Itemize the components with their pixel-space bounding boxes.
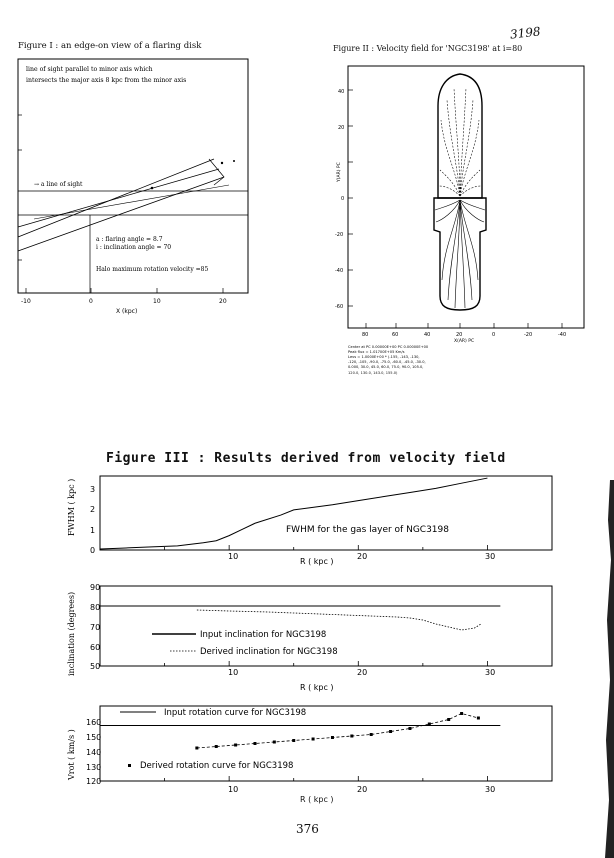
data-point [460, 712, 463, 715]
panel-c-legend-derived: Derived rotation curve for NGC3198 [140, 761, 294, 771]
fig3-panels [60, 470, 560, 800]
fig1-xlabel: X (kpc) [116, 308, 138, 315]
series-line [197, 714, 479, 749]
fig2-xtick: -20 [524, 332, 533, 338]
fig1-flaring-disk-diagram [14, 55, 254, 320]
panel-b-ytick: 70 [90, 623, 101, 632]
fig2-xtick: -40 [558, 332, 567, 338]
fig1-incl-label: i : inclination angle = 70 [96, 244, 172, 251]
data-point [215, 745, 218, 748]
panel-c-xlabel: R ( kpc ) [300, 795, 334, 804]
fig2-ytick: -40 [335, 268, 344, 274]
fig1-flare-label: a : flaring angle = 8.7 [96, 236, 163, 243]
panel-b-ytick: 60 [90, 643, 101, 652]
panel-c-xtick: 10 [228, 785, 239, 794]
fig1-vmax-label: Halo maximum rotation velocity =85 [96, 266, 209, 273]
fig2-xtick: 0 [492, 332, 496, 338]
data-point [195, 747, 198, 750]
panel-a-xlabel: R ( kpc ) [300, 557, 334, 566]
scan-edge-artifact [596, 480, 614, 858]
fig2-footnote-line: -120, -105, -90.0, -75.0, -60.0, -45.0, -30.0, [348, 360, 426, 364]
data-point [312, 738, 315, 741]
fig2-ytick: 40 [338, 89, 345, 95]
fig2-ytick: 0 [341, 196, 345, 202]
fig2-xtick: 20 [456, 332, 463, 338]
data-point [447, 718, 450, 721]
panel-c-ytick: 140 [86, 748, 102, 757]
data-point [350, 735, 353, 738]
panel-b-ylabel: inclination (degrees) [67, 591, 76, 676]
panel-b-ytick: 80 [90, 603, 101, 612]
fig2-footnote-line: Center at PC 0.00000E+00 PC 0.00000E+00 [348, 345, 429, 349]
data-point [331, 736, 334, 739]
panel-c-ylabel: Vrot ( km/s ) [67, 729, 76, 780]
panel-a-ytick: 0 [90, 546, 96, 555]
page-number: 376 [296, 822, 319, 836]
panel-c-ytick: 150 [86, 733, 102, 742]
series-line [197, 610, 481, 630]
panel-b-legend-input: Input inclination for NGC3198 [200, 630, 327, 640]
panel-a-xtick: 30 [485, 552, 496, 561]
fig1-xtick: 10 [153, 298, 161, 305]
fig1-xtick: -10 [21, 298, 31, 305]
panel-a-xtick: 20 [357, 552, 368, 561]
fig2-ytick: -60 [335, 304, 344, 310]
fig2-ylabel: Y(AR) PC [337, 162, 342, 182]
fig2-xtick: 40 [424, 332, 431, 338]
fig2-xtick: 60 [392, 332, 399, 338]
fig1-note2: intersects the major axis 8 kpc from the minor axis [26, 77, 187, 84]
data-point [389, 730, 392, 733]
panel-a-fwhm [67, 476, 552, 566]
panel-c-ytick: 130 [86, 763, 102, 772]
panel-c-xtick: 30 [485, 785, 496, 794]
fig2-velocity-field [330, 60, 590, 370]
panel-a-ytick: 1 [90, 526, 96, 535]
fig2-footnote-line: Levs = 1.0000E+00 * (-155, -143, -130, [348, 355, 420, 359]
fig1-xtick: 20 [219, 298, 227, 305]
panel-b-legend-derived: Derived inclination for NGC3198 [200, 647, 338, 657]
fig2-ytick: -20 [335, 232, 344, 238]
panel-b-xlabel: R ( kpc ) [300, 683, 334, 692]
fig1-caption: Figure I : an edge-on view of a flaring disk [18, 41, 202, 51]
data-point [273, 741, 276, 744]
panel-b-ytick: 90 [90, 583, 101, 592]
fig2-handwritten-note: 3198 [509, 24, 542, 42]
panel-a-ytick: 3 [90, 485, 96, 494]
panel-a-xtick: 10 [228, 552, 239, 561]
panel-b-xtick: 20 [357, 668, 368, 677]
panel-c-xtick: 20 [357, 785, 368, 794]
panel-b-inclination [67, 583, 552, 692]
panel-c-rotation [67, 706, 552, 794]
data-point [408, 727, 411, 730]
panel-c-ytick: 120 [86, 777, 102, 786]
fig2-ytick: 20 [338, 125, 345, 131]
panel-c-legend-input: Input rotation curve for NGC3198 [164, 708, 307, 718]
panel-a-annotation: FWHM for the gas layer of NGC3198 [286, 525, 449, 535]
data-point [428, 723, 431, 726]
fig2-footnote-line: Peak flux = 1.01700E+05 Km/s [348, 350, 405, 354]
fig1-note1: line of sight parallel to minor axis which [26, 66, 153, 73]
panel-b-xtick: 30 [485, 668, 496, 677]
fig2-xlabel: X(AR) PC [454, 339, 475, 344]
panel-b-ytick: 50 [90, 662, 101, 671]
fig1-los-label: → a line of sight [34, 181, 83, 188]
data-point [292, 739, 295, 742]
series-line [100, 478, 487, 549]
data-point [370, 733, 373, 736]
fig1-xtick: 0 [89, 298, 93, 305]
panel-a-ylabel: FWHM ( kpc ) [67, 478, 76, 536]
fig2-footnote-line: 0.000, 30.0, 45.0, 60.0, 75.0, 90.0, 105.0, [348, 365, 424, 369]
panel-c-ytick: 160 [86, 718, 102, 727]
fig2-caption: Figure II : Velocity field for 'NGC3198' at i=80 [333, 44, 523, 53]
panel-a-ytick: 2 [90, 505, 96, 514]
data-point [253, 742, 256, 745]
data-point [477, 717, 480, 720]
fig2-footnote-line: 120.0, 130.0, 143.0, 155.0) [348, 371, 398, 375]
fig3-title: Figure III : Results derived from velocity field [106, 451, 506, 466]
panel-b-xtick: 10 [228, 668, 239, 677]
fig2-xtick: 80 [362, 332, 369, 338]
data-point [234, 744, 237, 747]
